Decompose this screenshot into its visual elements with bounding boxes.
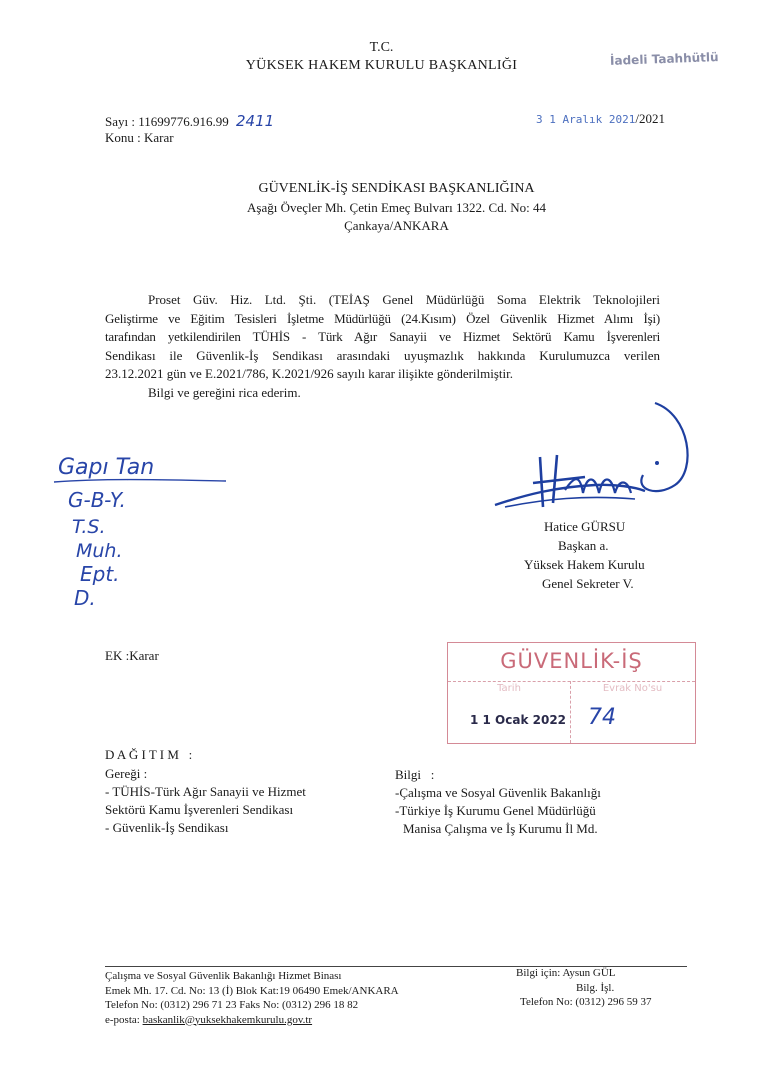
mail-type-stamp: İadeli Taahhütlü bbox=[609, 50, 719, 68]
sayi-prefix: Sayı : 11699776.916.99 bbox=[105, 114, 229, 129]
closing-line: Bilgi ve gereğini rica ederim. bbox=[148, 384, 301, 400]
stamp-org: GÜVENLİK-İŞ bbox=[500, 649, 643, 673]
stamp-number: 74 bbox=[588, 705, 616, 730]
footer-right bbox=[516, 966, 652, 1010]
distribution-right bbox=[395, 766, 601, 838]
date-line bbox=[536, 111, 665, 127]
body-line: tarafından yetkilendirilen TÜHİS - Türk Ağır Sanayii ve Hizmet Sektörü Kamu İşverenleri bbox=[105, 329, 660, 344]
body-line: Geliştirme ve Eğitim Tesisleri İşletme Müdürlüğü (24.Kısım) Özel Güvenlik Hizmet Alımı İşi) bbox=[105, 310, 660, 326]
distribution-left bbox=[105, 765, 306, 837]
list-item: - TÜHİS-Türk Ağır Sanayii ve Hizmet bbox=[105, 784, 306, 799]
body-line: Sendikası ile Güvenlik-İş Sendikası arasındaki uyuşmazlık hakkında Kurulumuzca verilen bbox=[105, 347, 660, 363]
footer-address: Emek Mh. 17. Cd. No: 13 (İ) Blok Kat:19 06490 Emek/ANKARA bbox=[105, 984, 399, 997]
list-item: -Çalışma ve Sosyal Güvenlik Bakanlığı bbox=[395, 785, 601, 800]
note-line: Muh. bbox=[76, 540, 123, 562]
footer-left bbox=[105, 969, 399, 1027]
footer-contact: Bilgi için: Aysun GÜL bbox=[516, 967, 616, 979]
signer-name: Hatice GÜRSU bbox=[544, 519, 626, 534]
email-link[interactable]: baskanlik@yuksekhakemkurulu.gov.tr bbox=[142, 1013, 313, 1026]
handwritten-note bbox=[50, 455, 230, 610]
signer-title: Başkan a. bbox=[558, 538, 609, 553]
list-item: -Türkiye İş Kurumu Genel Müdürlüğü bbox=[395, 803, 596, 818]
list-item: Manisa Çalışma ve İş Kurumu İl Md. bbox=[403, 821, 598, 836]
subject: Konu : Karar bbox=[105, 130, 174, 145]
recipient-address: Aşağı Öveçler Mh. Çetin Emeç Bulvarı 1322. Cd. No: 44 bbox=[247, 200, 546, 215]
stamp-number-label: Evrak No'su bbox=[602, 683, 663, 694]
note-line: Gapı Tan bbox=[58, 455, 155, 480]
sayi-handwritten: 2411 bbox=[236, 112, 275, 130]
recipient-city: Çankaya/ANKARA bbox=[344, 218, 449, 233]
header-title: YÜKSEK HAKEM KURULU BAŞKANLIĞI bbox=[245, 58, 518, 73]
body-line: 23.12.2021 gün ve E.2021/786, K.2021/926 sayılı karar ilişikte gönderilmiştir. bbox=[105, 366, 514, 381]
distribution-title: D A Ğ I T I M : bbox=[105, 747, 193, 762]
ref-number bbox=[105, 112, 274, 130]
right-heading: Bilgi : bbox=[395, 767, 435, 782]
footer-building: Çalışma ve Sosyal Güvenlik Bakanlığı Hizmet Binası bbox=[105, 970, 342, 982]
body-paragraph bbox=[105, 291, 660, 402]
header-line1: T.C. bbox=[369, 40, 394, 55]
note-line: T.S. bbox=[72, 516, 106, 538]
list-item: Sektörü Kamu İşverenleri Sendikası bbox=[105, 802, 294, 817]
date-stamp: 3 1 Aralık 2021 bbox=[536, 113, 636, 126]
signature-scribble bbox=[485, 395, 725, 535]
note-line: G-B-Y. bbox=[68, 488, 126, 512]
list-item: - Güvenlik-İş Sendikası bbox=[105, 820, 229, 835]
received-stamp bbox=[447, 642, 696, 744]
footer-contact-role: Bilg. İşl. bbox=[576, 981, 615, 994]
date-suffix: /2021 bbox=[635, 111, 665, 126]
signer-role: Genel Sekreter V. bbox=[542, 576, 634, 591]
footer-contact-phone: Telefon No: (0312) 296 59 37 bbox=[520, 996, 652, 1008]
attachment: EK :Karar bbox=[105, 648, 159, 663]
note-line: D. bbox=[74, 586, 96, 610]
recipient-name: GÜVENLİK-İŞ SENDİKASI BAŞKANLIĞINA bbox=[258, 181, 535, 196]
note-line: Ept. bbox=[80, 562, 120, 586]
stamp-date-label: Tarih bbox=[497, 683, 521, 694]
signer-org: Yüksek Hakem Kurulu bbox=[524, 557, 645, 572]
left-heading: Gereği : bbox=[105, 766, 148, 781]
email-label: e-posta: bbox=[105, 1013, 143, 1026]
signature-block bbox=[500, 517, 680, 593]
stamp-date: 1 1 Ocak 2022 bbox=[470, 713, 567, 727]
footer-email-line bbox=[105, 1013, 399, 1028]
footer-phone: Telefon No: (0312) 296 71 23 Faks No: (0312) 296 18 82 bbox=[105, 999, 359, 1011]
body-line: Proset Güv. Hiz. Ltd. Şti. (TEİAŞ Genel Müdürlüğü Soma Elektrik Teknolojileri bbox=[148, 292, 660, 307]
